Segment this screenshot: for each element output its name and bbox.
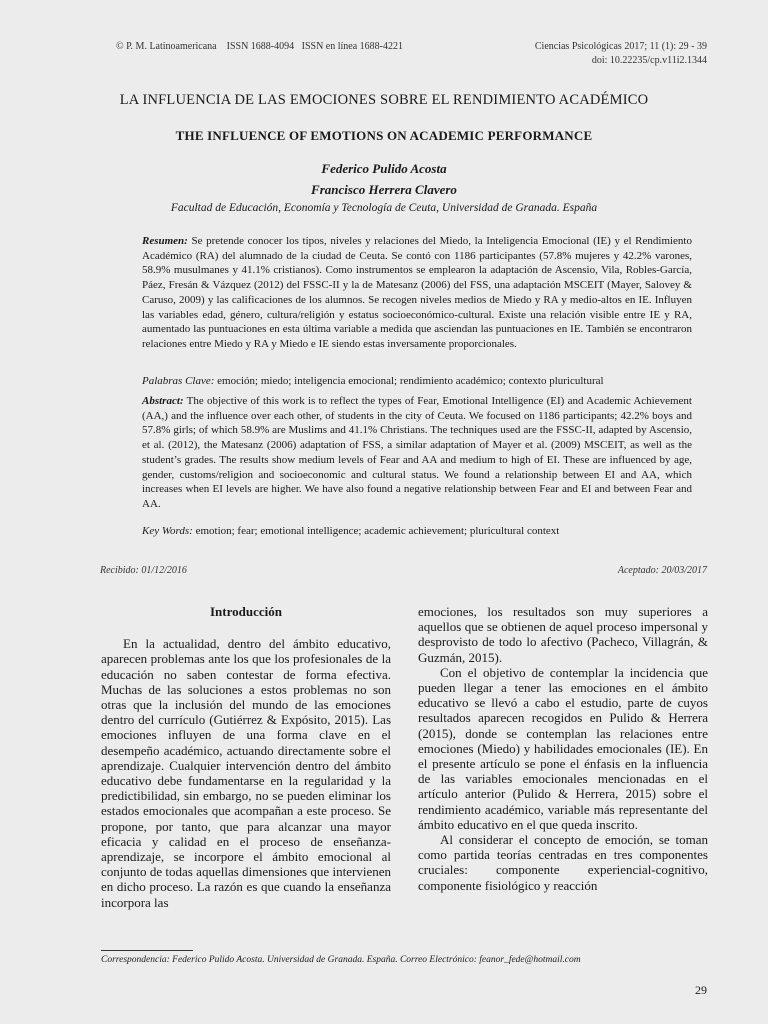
abstract-label: Abstract: xyxy=(142,395,184,407)
resumen-label: Resumen: xyxy=(142,235,188,247)
palabras-clave-label: Palabras Clave: xyxy=(142,375,215,387)
body-paragraph: En la actualidad, dentro del ámbito educativo, aparecen problemas ante los que los profesionales de la educación no saben contestar de forma efectiva. Muchas de las soluciones a estos problemas no son otras que la inclusión del mundo de las emociones dentro del currículo (Gutiérrez & Expósito, 2015). Las emociones influyen de una forma clave en el desempeño académico, actuando directamente sobre el aprendizaje. Cualquier intervención dentro del ámbito educativo debe fundamentarse en la regularidad y la predictibilidad, sin embargo, no se pueden eliminar los estados emocionales que acompañan a este proceso. Se propone, por tanto, que para alcanzar una mayor eficacia y calidad en el proceso de enseñanza-aprendizaje, se incorpore el ámbito emocional al conjunto de todas aquellas dimensiones que intervienen en dicho proceso. La razón es que cuando la enseñanza incorpora las xyxy=(101,636,391,910)
body-paragraph: emociones, los resultados son muy superiores a aquellos que se obtienen de aquel proceso impersonal y desprovisto de todo lo afectivo (Pacheco, Villagrán, & Guzmán, 2015). xyxy=(418,604,708,665)
journal-citation: Ciencias Psicológicas 2017; 11 (1): 29 - 39 xyxy=(534,41,707,52)
journal-header-right xyxy=(535,40,707,68)
author-affiliation: Facultad de Educación, Economía y Tecnología de Ceuta, Universidad de Granada. España xyxy=(170,202,598,214)
received-date: Recibido: 01/12/2016 xyxy=(100,565,187,576)
accepted-date: Aceptado: 20/03/2017 xyxy=(617,565,707,576)
key-words-label: Key Words: xyxy=(142,525,193,537)
section-heading: Introducción xyxy=(210,604,282,619)
body-paragraph: Con el objetivo de contemplar la incidencia que pueden llegar a tener las emociones en el ámbito educativo se llevó a cabo el estudio, parte de cuyos resultados aparecen recogidos en Pulido & Herrera (2015), donde se contemplan las relaciones entre emociones (Miedo) y habilidades emocionales (IE). En el presente artículo se pone el énfasis en la influencia de las variables emocionales mencionadas en el artículo anterior (Pulido & Herrera, 2015) sobre el rendimiento académico, variable más representante del ámbito educativo en el que queda inscrito. xyxy=(418,664,708,832)
abstract-text: The objective of this work is to reflect the types of Fear, Emotional Intelligence (EI) and Academic Achievement (AA,) and the influence over each other, of students in the city of Ceuta. We focused on 1186 participants; 42.2% boys and 57.8% girls; of which 58.9% are Muslims and 41.1% Christians. The techniques used are the FSSC-II, adapted by Ascensio, et al. (2012), the Matesanz (2006) adaptation of FSS, a similar adaptation of Mayer et al. (2009) MSCEIT, as well as the student’s grades. The results show medium levels of Fear and AA and medium to high of EI. These are influenced by age, gender, customs/religion and socioeconomic and cultural status. We found a relationship between EI and AA, which increases when EI levels are higher. We have also found a negative relationship between Fear and EI and between Fear and AA. xyxy=(142,395,692,510)
resumen-text: Se pretende conocer los tipos, niveles y relaciones del Miedo, la Inteligencia Emocional (IE) y el Rendimiento Académico (RA) del alumnado de la ciudad de Ceuta. Se contó con 1186 participantes (57.8% mujeres y 42.2% varones, 58.9% musulmanes y 41.1% cristianos). Como instrumentos se emplearon la adaptación de Ascensio, Vila, Robles-García, Páez, Fresán & Vázquez (2012) del FSSC-II y la de Matesanz (2006) del FSS, una adaptación MSCEIT (Mayer, Salovey & Caruso, 2009) y las calificaciones de los alumnos. Se recogen niveles medios de Miedo y RA y medio-altos en IE. Influyen las variables edad, género, cultura/religión y estatus socioeconómico-cultural. Existe una relación visible entre IE y RA, aumentado las puntuaciones en esta última variable a medida que asciendan las puntuaciones en IE. También se encontraron relaciones entre Miedo y RA y Miedo e IE siendo estas inversamente proporcionales. xyxy=(142,235,692,350)
resumen-block xyxy=(142,234,692,352)
palabras-clave-text: emoción; miedo; inteligencia emocional; rendimiento académico; contexto pluricultural xyxy=(214,375,604,387)
journal-header-left xyxy=(116,40,403,54)
footnote-divider xyxy=(101,950,193,951)
article-title-spanish: LA INFLUENCIA DE LAS EMOCIONES SOBRE EL RENDIMIENTO ACADÉMICO xyxy=(119,92,649,108)
body-column-left xyxy=(101,604,391,910)
body-column-right xyxy=(418,604,708,893)
author-list xyxy=(0,158,768,200)
abstract-block xyxy=(142,394,692,512)
key-words-block xyxy=(142,524,692,539)
page-number: 29 xyxy=(695,983,707,997)
key-words-text: emotion; fear; emotional intelligence; academic achievement; pluricultural context xyxy=(192,525,560,537)
body-paragraph: Al considerar el concepto de emoción, se toman como partida teorías centradas en tres componentes cruciales: componente experiencial-cognitivo, componente fisiológico y reacción xyxy=(418,832,708,893)
article-title-english: THE INFLUENCE OF EMOTIONS ON ACADEMIC PERFORMANCE xyxy=(175,128,593,143)
palabras-clave-block xyxy=(142,374,692,389)
correspondence-footnote: Correspondencia: Federico Pulido Acosta. Universidad de Granada. España. Correo Electrónico: feanor_fede@hotmail.com xyxy=(101,955,581,965)
journal-doi[interactable]: doi: 10.22235/cp.v11i2.1344 xyxy=(591,55,707,66)
author-name: Federico Pulido Acosta xyxy=(321,161,447,176)
author-name: Francisco Herrera Clavero xyxy=(311,182,457,197)
journal-issn: © P. M. Latinoamericana ISSN 1688-4094 ISSN en línea 1688-4221 xyxy=(116,41,404,52)
